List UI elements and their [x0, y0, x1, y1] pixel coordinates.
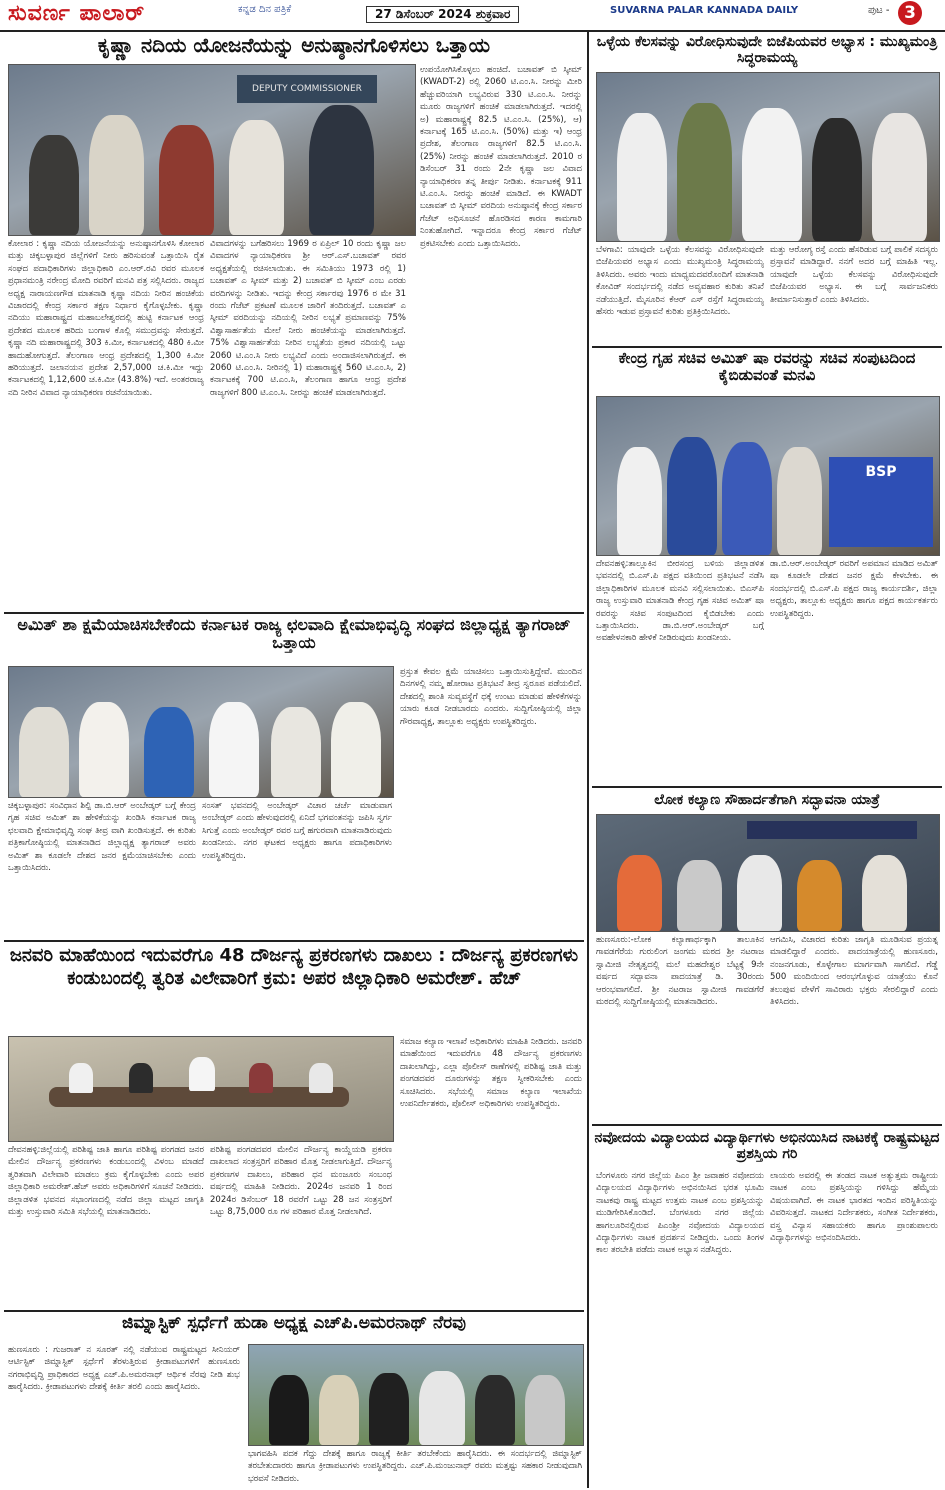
- article-krishna-col2: ವಿವಾದಗಳನ್ನು ಬಗೆಹರಿಸಲು 1969 ರ ಏಪ್ರಿಲ್ 10 ರಂದು ಕೃಷ್ಣಾ ಜಲ ವಿವಾದಗಳ ನ್ಯಾಯಾಧಿಕರಣ ಶ್ರೀ ಆರ್.ಎಸ್.ಬಚಾವತ್ ರವರ ಅಧ್ಯಕ್ಷತೆಯಲ್ಲಿ ರಚಿಸಲಾಯಿತು. ಈ ಸಮಿತಿಯು 1973 ರಲ್ಲಿ 1) ಬಚಾವತ್ ಎ ಸ್ಕೀಮ್ ಮತ್ತು 2) ಬಚಾವತ್ ಬಿ ಸ್ಕೀಮ್ ಎಂಬ ಎರಡು ವರದಿಗಳನ್ನು ನೀಡಿತು. ಇದನ್ನು ಕೇಂದ್ರ ಸರ್ಕಾರವು 1976 ರ ಮೇ 31 ರಂದು ಗೆಜೆಟ್ ಪ್ರಕಟಣೆ ಮೂಲಕ ಜಾರಿಗೆ ತಂದಿರುತ್ತದೆ. ಬಚಾವತ್ ಎ ಸ್ಕೀಮ್ ವರದಿಯನ್ನು ನದಿಯಲ್ಲಿ ನೀರಿನ ಲಭ್ಯತೆ ಪ್ರಮಾಣವನ್ನು 75% ವಿಶ್ವಾಸಾರ್ಹತೆಯ ಮೇಲೆ ನೀರು ಹಂಚಿಕೆಯನ್ನು ಮಾಡಲಾಗಿರುತ್ತದೆ. 75% ವಿಶ್ವಾಸಾರ್ಹತೆಯ ನೀರಿನ ಲಭ್ಯತೆಯ ಪ್ರಕಾರ ನದಿಯಲ್ಲಿ ಒಟ್ಟು 2060 ಟಿ.ಎಂ.ಸಿ ನೀರು ಲಭ್ಯವಿದೆ ಎಂದು ಅಂದಾಜಿಸಲಾಗಿರುತ್ತದೆ. ಈ 2060 ಟಿ.ಎಂ.ಸಿ. ನೀರಿನಲ್ಲಿ 1) ಮಹಾರಾಷ್ಟ್ರಕ್ಕೆ 560 ಟಿ.ಎಂ.ಸಿ, 2) ಕರ್ನಾಟಕಕ್ಕೆ 700 ಟಿ.ಎಂ.ಸಿ, ತೆಲಂಗಾಣ ಹಾಗೂ ಆಂಧ್ರ ಪ್ರದೇಶ ರಾಜ್ಯಗಳಿಗೆ 800 ಟಿ.ಎಂ.ಸಿ. ನೀರನ್ನು ಹಂಚಿಕೆ ಮಾಡಲಾಗಿರುತ್ತದೆ.: [210, 239, 406, 398]
- column-divider: [587, 32, 589, 1488]
- headline-siddaramaiah: ಒಳ್ಳೆಯ ಕೆಲಸವನ್ನು ವಿರೋಧಿಸುವುದೇ ಬಿಜೆಪಿಯವರ ಅಭ್ಯಾಸ : ಮುಖ್ಯಮಂತ್ರಿ ಸಿದ್ಧರಾಮಯ್ಯ: [596, 34, 938, 67]
- article-krishna-col3: ಉಪಯೋಗಿಸಿಕೊಳ್ಳಲು ಹಂಚಿದೆ. ಬಚಾವತ್ ಬಿ ಸ್ಕೀಮ್ (KWADT-2) ರಲ್ಲಿ 2060 ಟಿ.ಎಂ.ಸಿ. ನೀರನ್ನು ಮೀರಿ ಹೆಚ್ಚುವರಿಯಾಗಿ ಲಭ್ಯವಿರುವ 330 ಟಿ.ಎಂ.ಸಿ. ನೀರನ್ನು ಮೂರು ರಾಜ್ಯಗಳಿಗೆ ಹಂಚಿಕೆ ಮಾಡಲಾಗಿರುತ್ತದೆ. ಇದರಲ್ಲಿ ಅ) ಮಹಾರಾಷ್ಟ್ರಕ್ಕೆ 82.5 ಟಿ.ಎಂ.ಸಿ. (25%), ಆ) ಕರ್ನಾಟಕ್ಕೆ 165 ಟಿ.ಎಂ.ಸಿ. (50%) ಮತ್ತು ಇ) ಆಂಧ್ರ ಪ್ರದೇಶ, ತೆಲಂಗಾಣ ರಾಜ್ಯಗಳಿಗೆ 82.5 ಟಿ.ಎಂ.ಸಿ. (25%) ನೀರನ್ನು ಹಂಚಿಕೆ ಮಾಡಲಾಗಿರುತ್ತದೆ. 2010 ರ ಡಿಸೆಂಬರ್ 31 ರಂದು 2ನೇ ಕೃಷ್ಣಾ ಜಲ ವಿವಾದ ನ್ಯಾಯಾಧಿಕರಣ ತನ್ನ ತೀರ್ಪು ನೀಡಿತು. ಕರ್ನಾಟಕಕ್ಕೆ 911 ಟಿ.ಎಂ.ಸಿ. ನೀರನ್ನು ಹಂಚಿಕೆ ಮಾಡಿದೆ. ಈ KWADT ಬಚಾವತ್ ಬಿ ಸ್ಕೀಮ್ ವರದಿಯ ಅನುಷ್ಠಾನಕ್ಕೆ ಕೇಂದ್ರ ಸರ್ಕಾರ ಗೆಜೆಟ್ ಅಧಿಸೂಚನೆ ಹೊರಡಿಸದ ಕಾರಣ ಕಾಮಗಾರಿ ನಿಂತುಹೋಗಿದೆ. ಇನ್ನಾದರೂ ಕೇಂದ್ರ ಸರ್ಕಾರ ಗೆಜೆಟ್ ಪ್ರಕಟಿಸಬೇಕು ಎಂದು ಒತ್ತಾಯಿಸಿದರು.: [420, 65, 582, 249]
- photo-meeting-hall: [8, 1036, 394, 1142]
- photo-press-meet: [596, 814, 940, 932]
- article-navodaya-col2: ಲಾಯರು ಅವರಲ್ಲಿ ಈ ತಂಡದ ನಾಟಕ ಅತ್ಯುತ್ತಮ ರಾಷ್ಟ್ರೀಯ ನಾಟಕ ಎಂಬ ಪ್ರಶಸ್ತಿಯನ್ನು ಗಳಿಸಿದ್ದು ಹೆಮ್ಮೆಯ ವಿಷಯವಾಗಿದೆ. ಈ ನಾಟಕ ಭಾರತದ ಇಂದಿನ ಪರಿಸ್ಥಿತಿಯನ್ನು ವಿವರಿಸುತ್ತದೆ. ನಾಟಕದ ನಿರ್ದೇಶಕರು, ಸಂಗೀತ ನಿರ್ದೇಶಕರು, ವಸ್ತ್ರ ವಿನ್ಯಾಸ ಸಹಾಯಕರು ಹಾಗೂ ಪ್ರಾಂಶುಪಾಲರು ವಿದ್ಯಾರ್ಥಿಗಳನ್ನು ಅಭಿನಂದಿಸಿದರು.: [770, 1171, 938, 1244]
- photo-bsp-protest: [596, 396, 940, 556]
- photo-press-conference: [8, 666, 394, 798]
- divider: [592, 1124, 942, 1126]
- photo-chief-minister: [596, 72, 940, 242]
- photo-krishna-memorandum: [8, 64, 416, 236]
- article-atrocity-col3: ಸಮಾಜ ಕಲ್ಯಾಣ ಇಲಾಖೆ ಅಧಿಕಾರಿಗಳು ಮಾಹಿತಿ ನೀಡಿದರು. ಜನವರಿ ಮಾಹೆಯಿಂದ ಇದುವರೆಗೂ 48 ದೌರ್ಜನ್ಯ ಪ್ರಕರಣಗಳು ದಾಖಲಾಗಿದ್ದು, ಎಲ್ಲಾ ಪೊಲೀಸ್ ಠಾಣೆಗಳಲ್ಲಿ ಪರಿಶಿಷ್ಟ ಜಾತಿ ಮತ್ತು ಪಂಗಡದವರ ದೂರುಗಳನ್ನು ತಕ್ಷಣ ಸ್ವೀಕರಿಸಬೇಕು ಎಂದು ಸೂಚಿಸಿದರು. ಸಭೆಯಲ್ಲಿ ಸಮಾಜ ಕಲ್ಯಾಣ ಇಲಾಖೆಯ ಉಪನಿರ್ದೇಶಕರು, ಪೊಲೀಸ್ ಅಧಿಕಾರಿಗಳು ಉಪಸ್ಥಿತರಿದ್ದರು.: [400, 1037, 582, 1110]
- newspaper-title: ಸುವರ್ಣ ಪಾಲಾರ್: [8, 1, 146, 26]
- bsp-banner: BSP: [829, 457, 933, 547]
- article-atrocity-col2: ಪರಿಶಿಷ್ಟ ಪಂಗಡದವರ ಮೇಲಿನ ದೌರ್ಜನ್ಯ ಕಾಯ್ದೆಯಡಿ ಪ್ರಕರಣ ದಾಖಲಾದ ಸಂತ್ರಸ್ತರಿಗೆ ಪರಿಹಾರ ಮೊತ್ತ ನೀಡಲಾಗುತ್ತಿದೆ. ದೌರ್ಜನ್ಯ ಪ್ರಕರಣಗಳ ದಾಖಲು, ಪರಿಹಾರ ಧನ ಮಂಜೂರು ಸಂಬಂಧ ವರ್ಷದಲ್ಲಿ ಮಾಹಿತಿ ನೀಡಿದರು. 2024ರ ಜನವರಿ 1 ರಿಂದ 2024ರ ಡಿಸೆಂಬರ್ 18 ರವರೆಗೆ ಒಟ್ಟು 28 ಜನ ಸಂತ್ರಸ್ತರಿಗೆ ಒಟ್ಟು 8,75,000 ರೂ ಗಳ ಪರಿಹಾರ ಮೊತ್ತ ನೀಡಲಾಗಿದೆ.: [210, 1145, 392, 1218]
- newspaper-tagline: ಕನ್ನಡ ದಿನ ಪತ್ರಿಕೆ: [238, 4, 292, 15]
- article-chalavadi-col1: ಚಿಕ್ಕಬಳ್ಳಾಪುರ: ಸಂವಿಧಾನ ಶಿಲ್ಪಿ ಡಾ.ಬಿ.ಆರ್ ಅಂಬೇಡ್ಕರ್ ಬಗ್ಗೆ ಕೇಂದ್ರ ಗೃಹ ಸಚಿವ ಅಮಿತ್ ಶಾ ಹೇಳಿಕೆಯನ್ನು ಖಂಡಿಸಿ ಕರ್ನಾಟಕ ರಾಜ್ಯ ಛಲವಾದಿ ಕ್ಷೇಮಾಭಿವೃದ್ಧಿ ಸಂಘ ತೀವ್ರ ವಾಗಿ ಖಂಡಿಸುತ್ತದೆ. ಈ ಕುರಿತು ಪತ್ರಿಕಾಗೋಷ್ಠಿಯಲ್ಲಿ ಮಾತನಾಡಿದ ಜಿಲ್ಲಾಧ್ಯಕ್ಷ ತ್ಯಾಗರಾಜ್ ಅವರು ಅಮಿತ್ ಶಾ ಕೂಡಲೇ ದೇಶದ ಜನರ ಕ್ಷಮೆಯಾಚಿಸಬೇಕು ಎಂದು ಒತ್ತಾಯಿಸಿದರು.: [8, 801, 196, 874]
- article-atrocity-col1: ದೇವನಹಳ್ಳಿ:ಜಿಲ್ಲೆಯಲ್ಲಿ ಪರಿಶಿಷ್ಟ ಜಾತಿ ಹಾಗೂ ಪರಿಶಿಷ್ಟ ಪಂಗಡದ ಜನರ ಮೇಲಿನ ದೌರ್ಜನ್ಯ ಪ್ರಕರಣಗಳು ಕಂಡುಬಂದಲ್ಲಿ ವಿಳಂಬ ಮಾಡದೆ ತ್ವರಿತವಾಗಿ ವಿಲೇವಾರಿ ಮಾಡಲು ಕ್ರಮ ಕೈಗೊಳ್ಳಬೇಕು ಎಂದು ಅಪರ ಜಿಲ್ಲಾಧಿಕಾರಿ ಅಮರೇಶ್.ಹೆಚ್ ಅವರು ಅಧಿಕಾರಿಗಳಿಗೆ ಸೂಚನೆ ನೀಡಿದರು. ಜಿಲ್ಲಾಡಳಿತ ಭವನದ ಸಭಾಂಗಣದಲ್ಲಿ ನಡೆದ ಜಿಲ್ಲಾ ಮಟ್ಟದ ಜಾಗೃತಿ ಮತ್ತು ಉಸ್ತುವಾರಿ ಸಮಿತಿ ಸಭೆಯಲ್ಲಿ ಮಾತನಾಡಿದರು.: [8, 1145, 204, 1218]
- masthead: [0, 0, 945, 32]
- headline-chalavadi: ಅಮಿತ್ ಶಾ ಕ್ಷಮೆಯಾಚಿಸಬೇಕೆಂದು ಕರ್ನಾಟಕ ರಾಜ್ಯ ಛಲವಾದಿ ಕ್ಷೇಮಾಭಿವೃದ್ಧಿ ಸಂಘದ ಜಿಲ್ಲಾಧ್ಯಕ್ಷ ತ್ಯಾಗರಾಜ್ ಒತ್ತಾಯ: [17, 615, 571, 653]
- article-chalavadi-col2: ಸಂಸತ್ ಭವನದಲ್ಲಿ ಅಂಬೇಡ್ಕರ್ ವಿಚಾರ ಚರ್ಚೆ ಮಾಡುವಾಗ ಅಂಬೇಡ್ಕರ್ ಎಂದು ಹೇಳುವುದರಲ್ಲಿ ಏನಿದೆ ಭಗವಂತನನ್ನು ಜಪಿಸಿ ಸ್ವರ್ಗ ಸಿಗುತ್ತೆ ಎಂದು ಅಂಬೇಡ್ಕರ್ ರವರ ಬಗ್ಗೆ ಹಗುರವಾಗಿ ಮಾತನಾಡಿರುವುದು ಖಂಡನೀಯ. ನಗರ ಘಟಕದ ಅಧ್ಯಕ್ಷರು ಹಾಗೂ ಪದಾಧಿಕಾರಿಗಳು ಉಪಸ್ಥಿತರಿದ್ದರು.: [202, 801, 392, 861]
- headline-atrocity: ಜನವರಿ ಮಾಹೆಯಿಂದ ಇದುವರೆಗೂ 48 ದೌರ್ಜನ್ಯ ಪ್ರಕರಣಗಳು ದಾಖಲು : ದೌರ್ಜನ್ಯ ಪ್ರಕರಣಗಳು ಕಂಡುಬಂದಲ್ಲಿ ತ್ವರಿತ ವಿಲೇವಾರಿಗೆ ಕ್ರಮ: ಅಪರ ಜಿಲ್ಲಾಧಿಕಾರಿ ಅಮರೇಶ್. ಹೆಚ್: [9, 945, 579, 990]
- headline-gymnastics: ಜಿಮ್ನಾಸ್ಟಿಕ್ ಸ್ಪರ್ಧೆಗೆ ಹುಡಾ ಅಧ್ಯಕ್ಷ ಎಚ್‌ಪಿ.ಅಮರನಾಥ್ ನೆರವು: [121, 1313, 466, 1333]
- article-gymnastics-col1: ಹುಣಸೂರು : ಗುಜರಾತ್ ನ ಸೂರತ್ ನಲ್ಲಿ ನಡೆಯುವ ರಾಷ್ಟ್ರಮಟ್ಟದ ಸೀನಿಯರ್ ಆರ್ಟಿಸ್ಟಿಕ್ ಜಿಮ್ನಾಸ್ಟಿಕ್ ಸ್ಪರ್ಧೆಗೆ ತೆರಳುತ್ತಿರುವ ಕ್ರೀಡಾಪಟುಗಳಿಗೆ ಹುಣಸೂರು ನಗರಾಭಿವೃದ್ಧಿ ಪ್ರಾಧಿಕಾರದ ಅಧ್ಯಕ್ಷ ಎಚ್.ಪಿ.ಅಮರನಾಥ್ ಆರ್ಥಿಕ ನೆರವು ನೀಡಿ ಶುಭ ಹಾರೈಸಿದರು. ಕ್ರೀಡಾಪಟುಗಳು ದೇಶಕ್ಕೆ ಕೀರ್ತಿ ತರಲಿ ಎಂದು ಹಾರೈಸಿದರು.: [8, 1345, 240, 1393]
- page-label: ಪುಟ -: [868, 5, 890, 16]
- headline-krishna: ಕೃಷ್ಣಾ ನದಿಯ ಯೋಜನೆಯನ್ನು ಅನುಷ್ಠಾನಗೊಳಿಸಲು ಒತ್ತಾಯ: [97, 33, 491, 57]
- divider: [592, 786, 942, 788]
- headline-loka-kalyana: ಲೋಕ ಕಲ್ಯಾಣ ಸೌಹಾರ್ದತೆಗಾಗಿ ಸದ್ಭಾವನಾ ಯಾತ್ರೆ: [654, 792, 880, 808]
- article-siddaramaiah-col1: ಬೆಳಗಾವಿ: ಯಾವುದೇ ಒಳ್ಳೆಯ ಕೆಲಸವನ್ನು ವಿರೋಧಿಸುವುದೇ ಬಿಜೆಪಿಯವರ ಅಭ್ಯಾಸ ಎಂದು ಮುಖ್ಯಮಂತ್ರಿ ಸಿದ್ಧರಾಮಯ್ಯ ತಿಳಿಸಿದರು. ಅವರು ಇಂದು ಮಾಧ್ಯಮದವರೊಂದಿಗೆ ಮಾತನಾಡಿ ಕೋವಿಡ್ ಸಂದರ್ಭದಲ್ಲಿ ನಡೆದ ಅವ್ಯವಹಾರ ಕುರಿತು ತನಿಖೆ ನಡೆಯುತ್ತಿದೆ. ಮೈಸೂರಿನ ಕೆಆರ್ ಎಸ್ ರಸ್ತೆಗೆ ಸಿದ್ಧರಾಮಯ್ಯ ಹೆಸರು ಇಡುವ ಪ್ರಸ್ತಾವನೆ ಕುರಿತು ಪ್ರತಿಕ್ರಿಯಿಸಿದರು.: [596, 245, 764, 318]
- divider: [592, 346, 942, 348]
- article-navodaya-col1: ಬೆಂಗಳೂರು ನಗರ ಜಿಲ್ಲೆಯ ಪಿಎಂ ಶ್ರೀ ಜವಾಹರ ನವೋದಯ ವಿದ್ಯಾಲಯದ ವಿದ್ಯಾರ್ಥಿಗಳು ಅಭಿನಯಿಸಿದ ಭರತ ಭೂಮಿ ನಾಟಕವು ರಾಷ್ಟ್ರ ಮಟ್ಟದ ಉತ್ತಮ ನಾಟಕ ಎಂಬ ಪ್ರಶಸ್ತಿಯನ್ನು ಮುಡಿಗೇರಿಸಿಕೊಂಡಿದೆ. ಬೆಂಗಳೂರು ನಗರ ಜಿಲ್ಲೆಯ ಹಾಗಲೂರಿನಲ್ಲಿರುವ ಪಿಎಂಶ್ರೀ ನವೋದಯ ವಿದ್ಯಾಲಯದ ವಿದ್ಯಾರ್ಥಿಗಳು ನಾಟಕ ಪ್ರದರ್ಶನ ನೀಡಿದ್ದರು. ಒಂದು ತಿಂಗಳ ಕಾಲ ತರಬೇತಿ ಪಡೆದು ನಾಟಕ ಅಭ್ಯಾಸ ನಡೆಸಿದ್ದರು.: [596, 1171, 764, 1256]
- article-loka-kalyana-col1: ಹುಣಸೂರು:-ಲೋಕ ಕಲ್ಯಾಣಾರ್ಥಕ್ಕಾಗಿ ತಾಲೂಕಿನ ಗಾವಡಗೆರೆಯ ಗುರುಲಿಂಗ ಜಂಗಮ ಮಠದ ಶ್ರೀ ನಟರಾಜ ಸ್ವಾಮೀಜಿ ನೇತೃತ್ವದಲ್ಲಿ ಮಲೆ ಮಹದೇಶ್ವರ ಬೆಟ್ಟಕ್ಕೆ 9ನೇ ವರ್ಷದ ಸದ್ಭಾವನಾ ಪಾದಯಾತ್ರೆ ಡಿ. 30ರಂದು ಆರಂಭವಾಗಲಿದೆ. ಶ್ರೀ ನಟರಾಜ ಸ್ವಾಮೀಜಿ ಗಾವಡಗೆರೆ ಮಠದಲ್ಲಿ ಸುದ್ದಿಗೋಷ್ಠಿಯಲ್ಲಿ ಮಾತನಾಡಿದರು.: [596, 935, 764, 1008]
- page-number: 3: [898, 1, 922, 25]
- divider: [4, 612, 584, 614]
- issue-date: 27 ಡಿಸೆಂಬರ್ 2024 ಶುಕ್ರವಾರ: [366, 6, 519, 23]
- divider: [4, 1310, 584, 1312]
- photo-gymnastics-team: [248, 1344, 584, 1446]
- headline-amitshah-bsp: ಕೇಂದ್ರ ಗೃಹ ಸಚಿವ ಅಮಿತ್ ಷಾ ರವರನ್ನು ಸಚಿವ ಸಂಪುಟದಿಂದ ಕೈಬಿಡುವಂತೆ ಮನವಿ: [618, 349, 916, 385]
- article-loka-kalyana-col2: ಆಗಮಿಸಿ, ವಿಚಾರದ ಕುರಿತು ಜಾಗೃತಿ ಮೂಡಿಸುವ ಪ್ರಯತ್ನ ಮಾಡಲಿದ್ದಾರೆ ಎಂದರು. ಪಾದಯಾತ್ರೆಯಲ್ಲಿ ಹುಣಸೂರು, ನಂಜನಗೂಡು, ಕೊಳ್ಳೇಗಾಲ ಮಾರ್ಗವಾಗಿ ಸಾಗಲಿದೆ. ಗೆಡ್ಡೆ 500 ಮಂದಿಯಿಂದ ಆರಂಭಗೊಳ್ಳುವ ಯಾತ್ರೆಯು ಕೊನೆ ತಲುಪುವ ವೇಳೆಗೆ ಸಾವಿರಾರು ಭಕ್ತರು ಸೇರಲಿದ್ದಾರೆ ಎಂದು ತಿಳಿಸಿದರು.: [770, 935, 938, 1008]
- article-amitshah-bsp-col2: ಡಾ.ಬಿ.ಆರ್.ಅಂಬೇಡ್ಕರ್ ರವರಿಗೆ ಅಪಮಾನ ಮಾಡಿದ ಅಮಿತ್ ಷಾ ಕೂಡಲೇ ದೇಶದ ಜನರ ಕ್ಷಮೆ ಕೇಳಬೇಕು. ಈ ಸಂದರ್ಭದಲ್ಲಿ ಬಿ.ಎಸ್.ಪಿ ಪಕ್ಷದ ರಾಜ್ಯ ಕಾರ್ಯದರ್ಶಿ, ಜಿಲ್ಲಾ ಅಧ್ಯಕ್ಷರು, ತಾಲ್ಲೂಕು ಅಧ್ಯಕ್ಷರು ಹಾಗೂ ಪಕ್ಷದ ಕಾರ್ಯಕರ್ತರು ಉಪಸ್ಥಿತರಿದ್ದರು.: [770, 559, 938, 619]
- divider: [4, 940, 584, 942]
- newspaper-english-name: SUVARNA PALAR KANNADA DAILY: [610, 5, 799, 16]
- article-siddaramaiah-col2: ಮತ್ತು ಆರೋಗ್ಯ ರಸ್ತೆ ಎಂದು ಹೆಸರಿಡುವ ಬಗ್ಗೆ ಪಾಲಿಕೆ ಸದಸ್ಯರು ಪ್ರಸ್ತಾವನೆ ಮಾಡಿದ್ದಾರೆ. ನನಗೆ ಅದರ ಬಗ್ಗೆ ಮಾಹಿತಿ ಇಲ್ಲ. ಯಾವುದೇ ಒಳ್ಳೆಯ ಕೆಲಸವನ್ನು ವಿರೋಧಿಸುವುದೇ ಬಿಜೆಪಿಯವರ ಅಭ್ಯಾಸ. ಈ ಬಗ್ಗೆ ಸಾರ್ವಜನಿಕರು ತೀರ್ಮಾನಿಸುತ್ತಾರೆ ಎಂದು ತಿಳಿಸಿದರು.: [770, 245, 938, 305]
- article-gymnastics-col2: ಭಾಗವಹಿಸಿ ಪದಕ ಗೆದ್ದು ದೇಶಕ್ಕೆ ಹಾಗೂ ರಾಜ್ಯಕ್ಕೆ ಕೀರ್ತಿ ತರಬೇಕೆಂದು ಹಾರೈಸಿದರು. ಈ ಸಂದರ್ಭದಲ್ಲಿ ಜಿಮ್ನಾಸ್ಟಿಕ್ ತರಬೇತುದಾರರು ಹಾಗೂ ಕ್ರೀಡಾಪಟುಗಳು ಉಪಸ್ಥಿತರಿದ್ದರು. ಎಚ್.ಪಿ.ಮಂಜುನಾಥ್ ರವರು ಮತ್ತಷ್ಟು ಸಹಕಾರ ನೀಡುವುದಾಗಿ ಭರವಸೆ ನೀಡಿದರು.: [248, 1449, 582, 1484]
- article-chalavadi-col3: ಪ್ರಸ್ತುತ ಕೇವಲ ಕ್ಷಮೆ ಯಾಚಿಸಲು ಒತ್ತಾಯಿಸುತ್ತಿದ್ದೇವೆ. ಮುಂದಿನ ದಿನಗಳಲ್ಲಿ ನಮ್ಮ ಹೋರಾಟ ಪ್ರತಿಭಟನೆ ತೀವ್ರ ಸ್ವರೂಪ ಪಡೆಯಲಿದೆ. ದೇಶದಲ್ಲಿ ಶಾಂತಿ ಸುವ್ಯವಸ್ಥೆಗೆ ಧಕ್ಕೆ ಉಂಟು ಮಾಡುವ ಹೇಳಿಕೆಗಳನ್ನು ಯಾರು ಕೂಡ ನೀಡಬಾರದು ಎಂದರು. ಸುದ್ದಿಗೋಷ್ಠಿಯಲ್ಲಿ ಜಿಲ್ಲಾ ಗೌರವಾಧ್ಯಕ್ಷ, ತಾಲ್ಲೂಕು ಅಧ್ಯಕ್ಷರು ಉಪಸ್ಥಿತರಿದ್ದರು.: [400, 667, 582, 727]
- article-krishna-col1: ಕೋಲಾರ : ಕೃಷ್ಣಾ ನದಿಯ ಯೋಜನೆಯನ್ನು ಅನುಷ್ಠಾನಗೊಳಿಸಿ ಕೋಲಾರ ಮತ್ತು ಚಿಕ್ಕಬಳ್ಳಾಪುರ ಜಿಲ್ಲೆಗಳಿಗೆ ನೀರು ಹರಿಸುವಂತೆ ಒತ್ತಾಯಿಸಿ ರೈತ ಸಂಘದ ಪದಾಧಿಕಾರಿಗಳು ಜಿಲ್ಲಾಧಿಕಾರಿ ಎಂ.ಆರ್.ರವಿ ರವರ ಮೂಲಕ ಪ್ರಧಾನಮಂತ್ರಿ ನರೇಂದ್ರ ಮೋದಿ ರವರಿಗೆ ಮನವಿ ಪತ್ರ ಸಲ್ಲಿಸಿದರು. ರಾಜ್ಯದ ಅಧ್ಯಕ್ಷ ನಾರಾಯಣಗೌಡ ಮಾತನಾಡಿ ಕೃಷ್ಣಾ ನದಿಯ ನೀರಿನ ಹಂಚಿಕೆಯ ವಿಚಾರದಲ್ಲಿ ಕೇಂದ್ರ ಸರ್ಕಾರ ತಕ್ಷಣ ನಿರ್ಧಾರ ಕೈಗೊಳ್ಳಬೇಕು. ಕೃಷ್ಣಾ ನದಿಯು ಮಹಾರಾಷ್ಟ್ರದ ಮಹಾಬಲೇಶ್ವರದಲ್ಲಿ ಹುಟ್ಟಿ ಕರ್ನಾಟಕ ಆಂಧ್ರ ಪ್ರದೇಶದ ಮೂಲಕ ಹರಿದು ಬಂಗಾಳ ಕೊಲ್ಲಿ ಸಮುದ್ರವನ್ನು ಸೇರುತ್ತದೆ. ಕೃಷ್ಣಾ ನದಿ ಮಹಾರಾಷ್ಟ್ರದಲ್ಲಿ 303 ಕಿ.ಮೀ, ಕರ್ನಾಟಕದಲ್ಲಿ 480 ಕಿ.ಮೀ ಹಾದುಹೋಗುತ್ತದೆ. ತೆಲಂಗಾಣ ಆಂಧ್ರ ಪ್ರದೇಶದಲ್ಲಿ 1,300 ಕಿ.ಮೀ ಹರಿಯುತ್ತದೆ. ಜಲಾನಯನ ಪ್ರದೇಶ 2,57,000 ಚ.ಕಿ.ಮೀ ಇದ್ದು ಕರ್ನಾಟಕದಲ್ಲಿ 1,12,600 ಚ.ಕಿ.ಮೀ (43.8%) ಇದೆ. ಅಂತರರಾಜ್ಯ ನದಿ ನೀರಿನ ವಿವಾದ ನ್ಯಾಯಾಧಿಕರಣ ರಚನೆಯಾಯಿತು.: [8, 239, 204, 398]
- article-amitshah-bsp-col1: ದೇವನಹಳ್ಳಿ:ತಾಲ್ಲೂಕಿನ ಬೀರಸಂದ್ರ ಬಳಿಯ ಜಿಲ್ಲಾಡಳಿತ ಭವನದಲ್ಲಿ ಬಿ.ಎಸ್.ಪಿ ಪಕ್ಷದ ವತಿಯಿಂದ ಪ್ರತಿಭಟನೆ ನಡೆಸಿ ಜಿಲ್ಲಾಧಿಕಾರಿಗಳ ಮೂಲಕ ಮನವಿ ಸಲ್ಲಿಸಲಾಯಿತು. ಬಿಎಸ್‌ಪಿ ರಾಜ್ಯ ಉಸ್ತುವಾರಿ ಮಾತನಾಡಿ ಕೇಂದ್ರ ಗೃಹ ಸಚಿವ ಅಮಿತ್ ಷಾ ರವರನ್ನು ಸಚಿವ ಸಂಪುಟದಿಂದ ಕೈಬಿಡಬೇಕು ಎಂದು ಒತ್ತಾಯಿಸಿದರು. ಡಾ.ಬಿ.ಆರ್.ಅಂಬೇಡ್ಕರ್ ಬಗ್ಗೆ ಅವಹೇಳನಕಾರಿ ಹೇಳಿಕೆ ನೀಡಿರುವುದು ಖಂಡನೀಯ.: [596, 559, 764, 644]
- headline-navodaya: ನವೋದಯ ವಿದ್ಯಾಲಯದ ವಿದ್ಯಾರ್ಥಿಗಳು ಅಭಿನಯಿಸಿದ ನಾಟಕಕ್ಕೆ ರಾಷ್ಟ್ರಮಟ್ಟದ ಪ್ರಶಸ್ತಿಯ ಗರಿ: [594, 1130, 940, 1163]
- photo-sign: DEPUTY COMMISSIONER: [237, 75, 377, 103]
